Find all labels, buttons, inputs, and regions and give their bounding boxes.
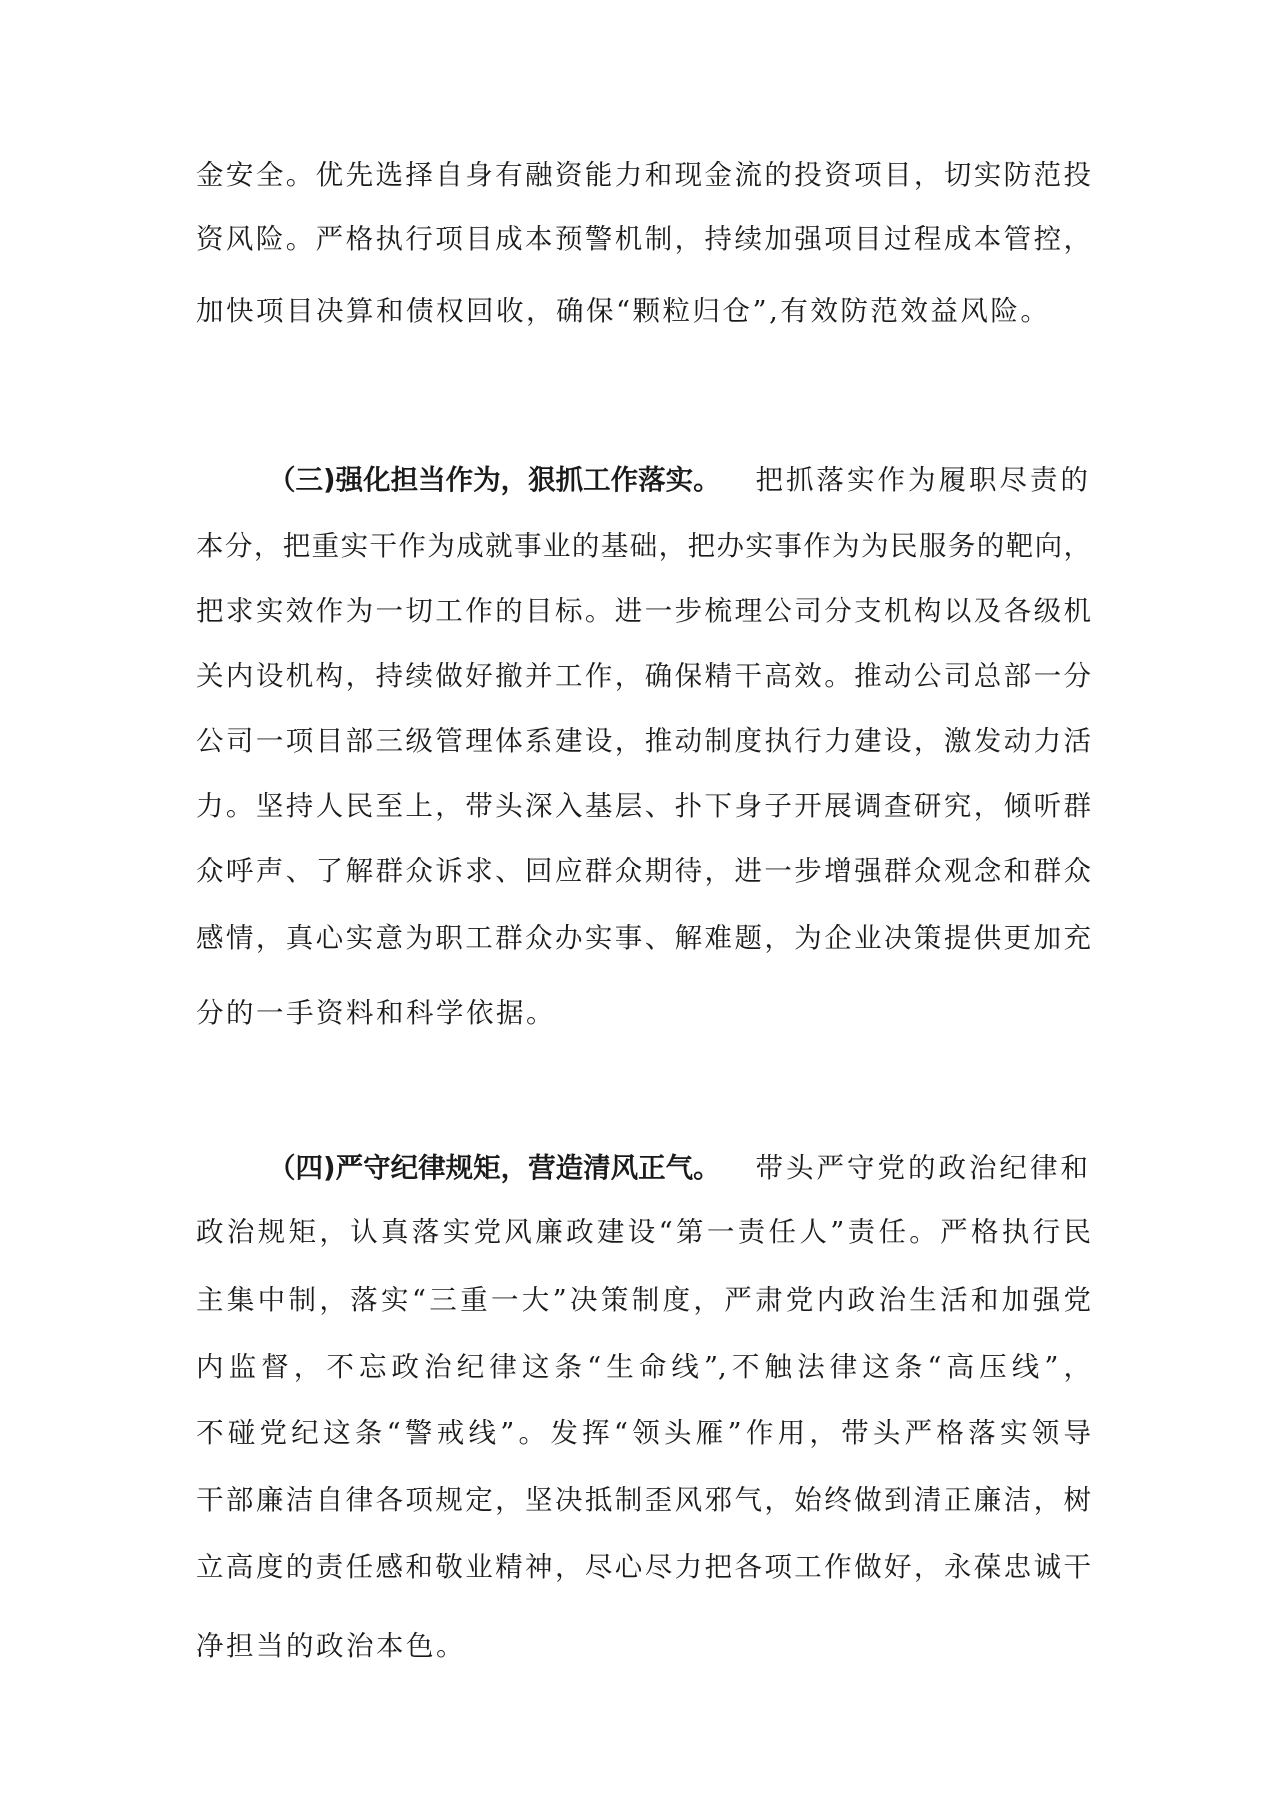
paragraph-3-line-4: 内监督，不忘政治纪律这条“生命线”,不触法律这条“高压线”， bbox=[196, 1351, 1091, 1383]
paragraph-2-first-line bbox=[268, 452, 1091, 508]
section-heading-4: （四)严守纪律规矩，营造清风正气。 bbox=[268, 1152, 721, 1184]
section-heading-3: （三)强化担当作为，狠抓工作落实。 bbox=[268, 464, 721, 496]
paragraph-3-line-7: 立高度的责任感和敬业精神，尽心尽力把各项工作做好，永葆忠诚干 bbox=[196, 1551, 1091, 1583]
paragraph-1-line-2: 资风险。严格执行项目成本预警机制，持续加强项目过程成本管控， bbox=[196, 223, 1091, 255]
paragraph-2-line-5: 公司一项目部三级管理体系建设，推动制度执行力建设，激发动力活 bbox=[196, 725, 1091, 757]
paragraph-3-first-line bbox=[268, 1140, 1091, 1196]
paragraph-2-first-line-text: 把抓落实作为履职尽责的 bbox=[755, 464, 1091, 496]
paragraph-2-line-9: 分的一手资料和科学依据。 bbox=[196, 997, 556, 1029]
paragraph-3-line-5: 不碰党纪这条“警戒线”。发挥“领头雁”作用，带头严格落实领导 bbox=[196, 1417, 1091, 1449]
paragraph-3-line-2: 政治规矩，认真落实党风廉政建设“第一责任人”责任。严格执行民 bbox=[196, 1216, 1091, 1248]
paragraph-3-first-line-text: 带头严守党的政治纪律和 bbox=[755, 1152, 1091, 1184]
paragraph-2-line-6: 力。坚持人民至上，带头深入基层、扑下身子开展调查研究，倾听群 bbox=[196, 790, 1091, 822]
paragraph-2-line-8: 感情，真心实意为职工群众办实事、解难题，为企业决策提供更加充 bbox=[196, 922, 1091, 954]
paragraph-2-line-4: 关内设机构，持续做好撤并工作，确保精干高效。推动公司总部一分 bbox=[196, 660, 1091, 692]
paragraph-3-line-8: 净担当的政治本色。 bbox=[196, 1630, 466, 1662]
paragraph-1-line-3: 加快项目决算和债权回收，确保“颗粒归仓”,有效防范效益风险。 bbox=[196, 295, 1051, 327]
paragraph-2-line-3: 把求实效作为一切工作的目标。进一步梳理公司分支机构以及各级机 bbox=[196, 595, 1091, 627]
paragraph-1-line-1: 金安全。优先选择自身有融资能力和现金流的投资项目，切实防范投 bbox=[196, 159, 1091, 191]
paragraph-2-line-2: 本分，把重实干作为成就事业的基础，把办实事作为为民服务的靶向， bbox=[196, 530, 1091, 562]
paragraph-2-line-7: 众呼声、了解群众诉求、回应群众期待，进一步增强群众观念和群众 bbox=[196, 855, 1091, 887]
paragraph-3-line-3: 主集中制，落实“三重一大”决策制度，严肃党内政治生活和加强党 bbox=[196, 1284, 1091, 1316]
paragraph-3-line-6: 干部廉洁自律各项规定，坚决抵制歪风邪气，始终做到清正廉洁，树 bbox=[196, 1484, 1091, 1516]
